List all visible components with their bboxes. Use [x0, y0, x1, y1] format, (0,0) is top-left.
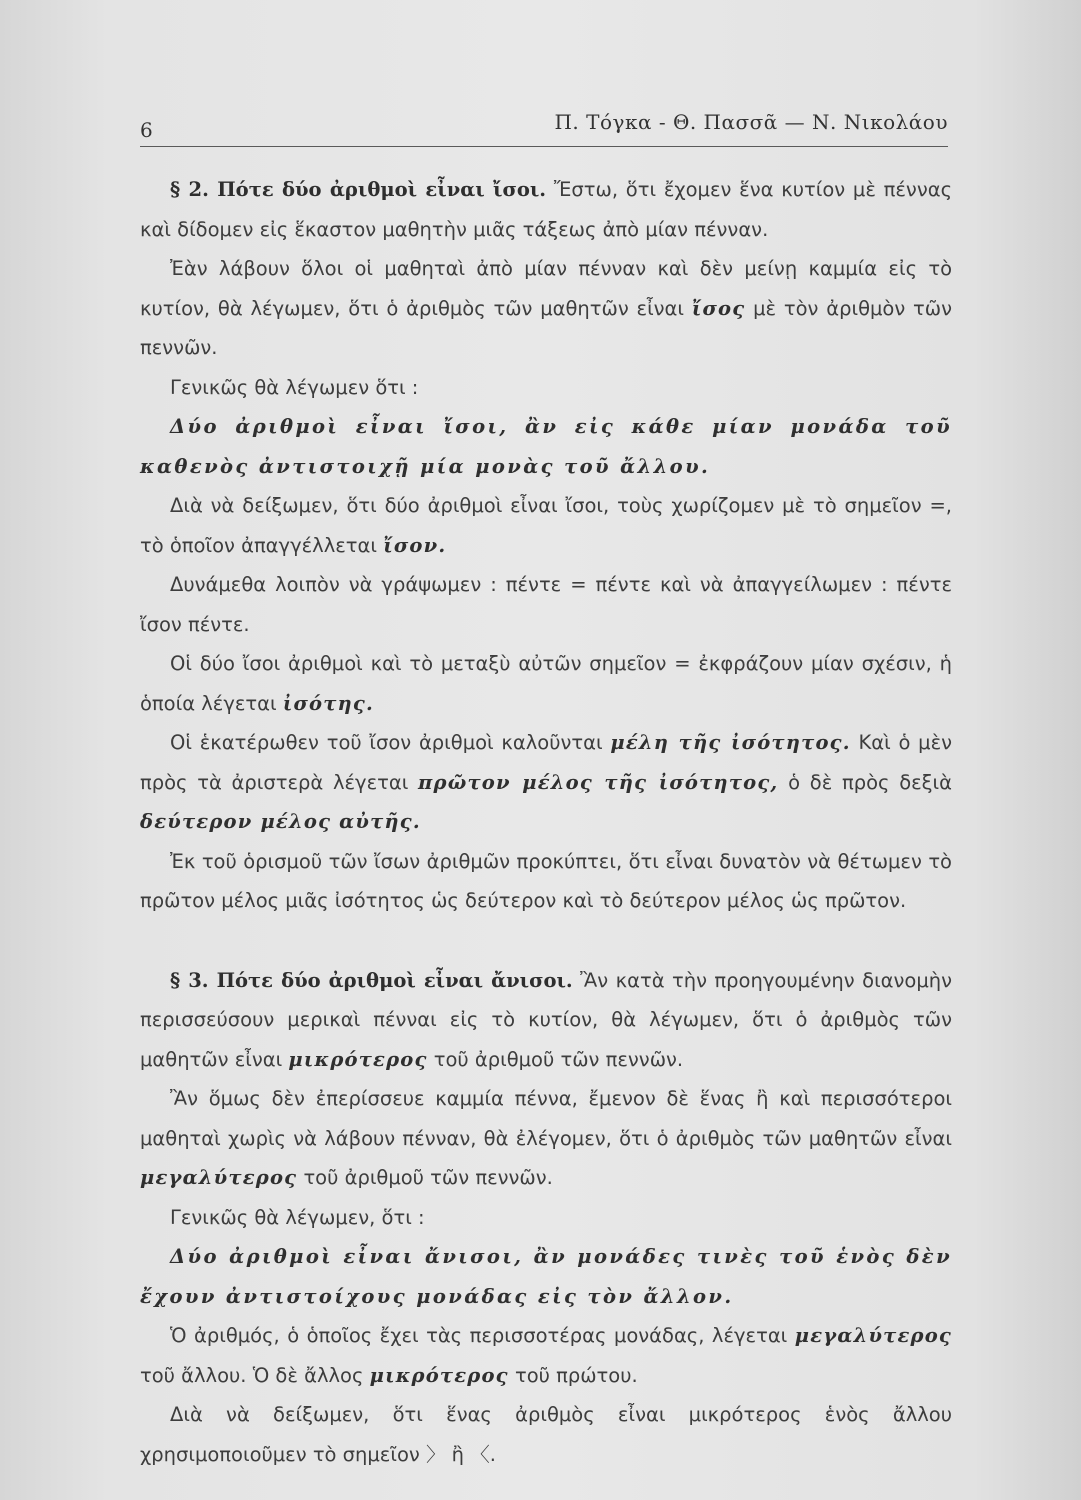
paragraph-text: Οἱ δύο ἴσοι ἀριθμοὶ καὶ τὸ μεταξὺ αὐτῶν σημεῖον = ἐκφράζουν μίαν σχέσιν, ἡ ὁποία λέγεται: [140, 652, 952, 715]
paragraph-text: Καὶ ὁ μὲν πρὸς τὰ ἀριστερὰ λέγεται: [140, 731, 953, 794]
page-header: [140, 108, 948, 147]
term-first-member: πρῶτον μέλος τῆς ἰσότητος,: [418, 770, 779, 794]
page-body: [140, 170, 952, 1474]
paragraph-text: Ἂν κατὰ τὴν προηγουμένην διανομὴν περισσεύσουν μερικαὶ πένναι εἰς τὸ κυτίον, θὰ λέγωμεν, ὅτι ὁ ἀριθμὸς τῶν μαθητῶν εἶναι: [140, 968, 952, 1071]
term-equality: ἰσότης.: [282, 691, 374, 715]
term-smaller: μικρότερος: [288, 1047, 428, 1071]
paragraph-text: Οἱ ἑκατέρωθεν τοῦ ἴσον ἀριθμοὶ καλοῦνται: [170, 731, 603, 754]
paragraph-text: Διὰ νὰ δείξωμεν, ὅτι δύο ἀριθμοὶ εἶναι ἴσοι, τοὺς χωρίζομεν μὲ τὸ σημεῖον =, τὸ ὁποῖον ἀπαγγέλλεται: [140, 494, 952, 557]
section-2-paragraph-6: [140, 644, 952, 723]
running-head: Π. Τόγκα - Θ. Πασσᾶ — Ν. Νικολάου: [554, 110, 948, 134]
page-number: 6: [140, 118, 153, 142]
section-3-paragraph-3: Γενικῶς θὰ λέγωμεν, ὅτι :: [170, 1205, 425, 1229]
paragraph-text: τοῦ ἀριθμοῦ τῶν πεννῶν.: [303, 1166, 553, 1189]
section-3-intro: [140, 961, 952, 1080]
term-members: μέλη τῆς ἰσότητος.: [610, 731, 851, 754]
section-3-paragraph-2: [140, 1079, 952, 1198]
section-2-intro: [140, 170, 952, 249]
term-smaller-2: μικρότερος: [369, 1363, 509, 1387]
section-3-paragraph-5: Διὰ νὰ δείξωμεν, ὅτι ἕνας ἀριθμὸς εἶναι μικρότερος ἑνὸς ἄλλου χρησιμοποιοῦμεν τὸ σημεῖον 〉 ἢ 〈.: [140, 1403, 952, 1466]
term-greater: μεγαλύτερος: [140, 1166, 298, 1189]
section-2-paragraph-5: Δυνάμεθα λοιπὸν νὰ γράψωμεν : πέντε = πέντε καὶ νὰ ἀπαγγείλωμεν : πέντε ἴσον πέντε.: [140, 573, 952, 636]
section-2-paragraph-1: Ἔστω, ὅτι ἔχομεν ἕνα κυτίον μὲ πέννας καὶ δίδομεν εἰς ἕκαστον μαθητὴν μιᾶς τάξεως ἀπὸ μίαν πένναν.: [140, 178, 953, 241]
definition-equal-numbers: Δύο ἀριθμοὶ εἶναι ἴσοι, ἂν εἰς κάθε μίαν μονάδα τοῦ καθενὸς ἀντιστοιχῇ μία μονὰς τοῦ ἄλλου.: [140, 415, 952, 478]
term-equal: ἴσος: [691, 296, 746, 320]
paragraph-text: Ὁ ἀριθμός, ὁ ὁποῖος ἔχει τὰς περισσοτέρας μονάδας, λέγεται: [170, 1324, 788, 1347]
paragraph-text: τοῦ ἀριθμοῦ τῶν πεννῶν.: [433, 1047, 684, 1071]
section-2-paragraph-3: Γενικῶς θὰ λέγωμεν ὅτι :: [170, 375, 419, 399]
definition-unequal-numbers: Δύο ἀριθμοὶ εἶναι ἄνισοι, ἂν μονάδες τινὲς τοῦ ἑνὸς δὲν ἔχουν ἀντιστοίχους μονάδας εἰς τὸν ἄλλον.: [140, 1245, 952, 1308]
paragraph-text: τοῦ ἄλλου. Ὁ δὲ ἄλλος: [140, 1363, 364, 1387]
term-second-member: δεύτερον μέλος αὐτῆς.: [140, 810, 421, 833]
paragraph-text: μὲ τὸν ἀριθμὸν τῶν πεννῶν.: [140, 296, 953, 359]
paragraph-text: Ἂν ὅμως δὲν ἐπερίσσευε καμμία πέννα, ἔμενον δὲ ἕνας ἢ καὶ περισσότεροι μαθηταὶ χωρὶς νὰ λάβουν πένναν, θὰ ἐλέγομεν, ὅτι ὁ ἀριθμὸς τῶν μαθητῶν εἶναι: [140, 1087, 952, 1150]
section-3-paragraph-4: [140, 1316, 952, 1395]
section-2-paragraph-2: [140, 249, 952, 368]
term-greater-2: μεγαλύτερος: [794, 1324, 952, 1347]
section-2-paragraph-8: Ἐκ τοῦ ὁρισμοῦ τῶν ἴσων ἀριθμῶν προκύπτει, ὅτι εἶναι δυνατὸν νὰ θέτωμεν τὸ πρῶτον μέλος μιᾶς ἰσότητος ὡς δεύτερον καὶ τὸ δεύτερον μέλος ὡς πρῶτον.: [140, 849, 952, 912]
section-2-title: § 2. Πότε δύο ἀριθμοὶ εἶναι ἴσοι.: [170, 178, 547, 201]
paragraph-text: ὁ δὲ πρὸς δεξιὰ: [788, 770, 952, 794]
paragraph-text: Ἐὰν λάβουν ὅλοι οἱ μαθηταὶ ἀπὸ μίαν πένναν καὶ δὲν μείνῃ καμμία εἰς τὸ κυτίον, θὰ λέγωμεν, ὅτι ὁ ἀριθμὸς τῶν μαθητῶν εἶναι: [140, 257, 952, 320]
section-3-title: § 3. Πότε δύο ἀριθμοὶ εἶναι ἄνισοι.: [170, 968, 573, 992]
paragraph-text: τοῦ πρώτου.: [514, 1363, 638, 1387]
section-gap: [140, 921, 952, 961]
term-ison: ἴσον.: [383, 533, 447, 557]
section-2-paragraph-4: [140, 486, 952, 565]
section-2-paragraph-7: [140, 723, 952, 842]
